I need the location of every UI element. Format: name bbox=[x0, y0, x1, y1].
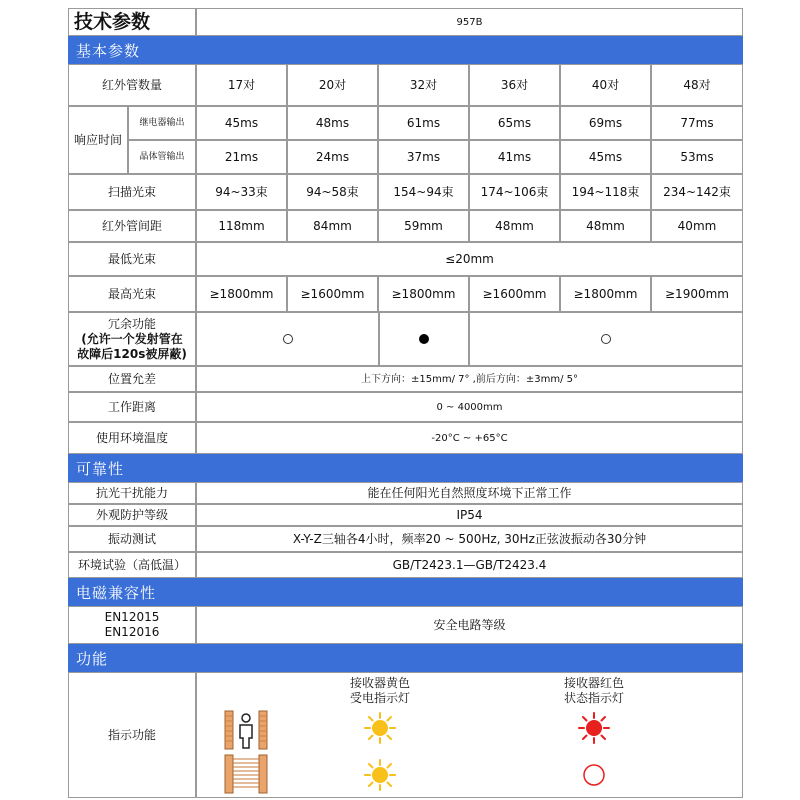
grid-line bbox=[68, 392, 69, 422]
grid-line bbox=[68, 64, 196, 65]
grid-line bbox=[742, 606, 743, 644]
grid-line bbox=[560, 106, 561, 140]
grid-line bbox=[378, 64, 469, 65]
grid-line bbox=[196, 552, 743, 553]
grid-line bbox=[742, 174, 743, 210]
grid-line bbox=[68, 210, 69, 242]
grid-line bbox=[196, 8, 197, 36]
grid-line bbox=[68, 482, 196, 483]
transistor-time-value: 21ms bbox=[196, 140, 287, 174]
ir-count-value: 48对 bbox=[651, 64, 743, 106]
grid-line bbox=[742, 366, 743, 392]
vibration-value: X-Y-Z三轴各4小时，频率20 ~ 500Hz, 30Hz正弦波振动各30分钟 bbox=[196, 526, 743, 552]
redundancy-supported-cell bbox=[379, 312, 469, 366]
grid-line bbox=[287, 64, 288, 106]
grid-line bbox=[68, 577, 196, 578]
spec-sheet bbox=[68, 8, 743, 798]
ir-pitch-value: 48mm bbox=[560, 210, 651, 242]
grid-line bbox=[68, 312, 69, 366]
max-beam-label: 最高光束 bbox=[68, 276, 196, 312]
emc-standards bbox=[68, 606, 196, 644]
grid-line bbox=[68, 672, 196, 673]
grid-line bbox=[196, 672, 743, 673]
grid-line bbox=[68, 643, 196, 644]
grid-line bbox=[651, 106, 743, 107]
max-beam-value: ≥1800mm bbox=[560, 276, 651, 312]
grid-line bbox=[68, 106, 128, 107]
grid-line bbox=[196, 64, 287, 65]
grid-line bbox=[68, 422, 196, 423]
model-number: 957B bbox=[196, 8, 743, 36]
temperature-value: -20°C ~ +65°C bbox=[196, 422, 743, 454]
max-beam-value: ≥1800mm bbox=[378, 276, 469, 312]
grid-line bbox=[378, 64, 379, 106]
yellow-indicator-label-line: 接收器黄色 bbox=[349, 676, 410, 690]
grid-line bbox=[68, 242, 69, 276]
grid-line bbox=[128, 140, 196, 141]
grid-line bbox=[128, 106, 129, 140]
grid-line bbox=[287, 210, 378, 211]
grid-line bbox=[469, 276, 470, 312]
grid-line bbox=[196, 606, 197, 644]
grid-line bbox=[196, 366, 197, 392]
scan-beams-value: 94~58束 bbox=[287, 174, 378, 210]
grid-line bbox=[196, 504, 743, 505]
scan-beams-label: 扫描光束 bbox=[68, 174, 196, 210]
grid-line bbox=[742, 422, 743, 454]
max-beam-value: ≥1800mm bbox=[196, 276, 287, 312]
grid-line bbox=[68, 366, 69, 392]
grid-line bbox=[196, 526, 743, 527]
relay-time-value: 48ms bbox=[287, 106, 378, 140]
response-time-label: 响应时间 bbox=[68, 106, 128, 174]
redundancy-label-line: 故障后120s被屏蔽) bbox=[77, 346, 187, 361]
ir-pitch-label: 红外管间距 bbox=[68, 210, 196, 242]
grid-line bbox=[196, 210, 287, 211]
grid-line bbox=[742, 482, 743, 504]
relay-output-label: 继电器输出 bbox=[128, 106, 196, 140]
grid-line bbox=[287, 140, 378, 141]
grid-line bbox=[378, 106, 469, 107]
indicator-function-panel bbox=[196, 672, 743, 798]
grid-line bbox=[378, 210, 469, 211]
grid-line bbox=[196, 140, 287, 141]
grid-line bbox=[196, 35, 743, 36]
grid-line bbox=[68, 606, 196, 607]
grid-line bbox=[378, 174, 469, 175]
transistor-time-value: 53ms bbox=[651, 140, 743, 174]
grid-line bbox=[742, 8, 743, 36]
redundancy-label-line: 冗余功能 bbox=[107, 316, 156, 331]
grid-line bbox=[560, 174, 651, 175]
scan-beams-value: 234~142束 bbox=[651, 174, 743, 210]
grid-line bbox=[68, 392, 196, 393]
grid-line bbox=[651, 106, 652, 140]
yellow-indicator-label-line: 受电指示灯 bbox=[349, 691, 410, 705]
grid-line bbox=[651, 210, 743, 211]
grid-line bbox=[287, 106, 288, 140]
grid-line bbox=[196, 8, 743, 9]
ir-count-label: 红外管数量 bbox=[68, 64, 196, 106]
section-header-reliability: 可靠性 bbox=[68, 454, 743, 482]
emc-value: 安全电路等级 bbox=[196, 606, 743, 644]
relay-time-value: 77ms bbox=[651, 106, 743, 140]
grid-line bbox=[68, 312, 196, 313]
grid-line bbox=[68, 504, 69, 526]
ir-count-value: 36对 bbox=[469, 64, 560, 106]
grid-line bbox=[68, 453, 196, 454]
ir-count-value: 20对 bbox=[287, 64, 378, 106]
grid-line bbox=[378, 276, 469, 277]
grid-line bbox=[68, 8, 69, 36]
grid-line bbox=[196, 174, 197, 210]
filled-circle-icon bbox=[419, 334, 429, 344]
scan-beams-value: 174~106束 bbox=[469, 174, 560, 210]
grid-line bbox=[68, 552, 69, 578]
grid-line bbox=[379, 312, 469, 313]
ir-count-value: 17对 bbox=[196, 64, 287, 106]
distance-value: 0 ~ 4000mm bbox=[196, 392, 743, 422]
grid-line bbox=[742, 526, 743, 552]
grid-line bbox=[196, 797, 743, 798]
relay-time-value: 69ms bbox=[560, 106, 651, 140]
redundancy-label-line: (允许一个发射管在 bbox=[81, 331, 183, 346]
grid-line bbox=[68, 8, 196, 9]
env-test-value: GB/T2423.1—GB/T2423.4 bbox=[196, 552, 743, 578]
emc-standard: EN12015 bbox=[104, 610, 160, 624]
transistor-output-label: 晶体管输出 bbox=[128, 140, 196, 174]
grid-line bbox=[469, 64, 470, 106]
grid-line bbox=[68, 106, 69, 174]
grid-line bbox=[196, 366, 743, 367]
transistor-time-value: 45ms bbox=[560, 140, 651, 174]
grid-line bbox=[196, 606, 743, 607]
grid-line bbox=[68, 552, 196, 553]
grid-line bbox=[196, 276, 287, 277]
grid-line bbox=[68, 672, 69, 798]
grid-line bbox=[128, 140, 129, 174]
grid-line bbox=[196, 210, 197, 242]
grid-line bbox=[469, 210, 560, 211]
grid-line bbox=[68, 35, 196, 36]
grid-line bbox=[742, 276, 743, 312]
indicator-function-label: 指示功能 bbox=[68, 672, 196, 798]
grid-line bbox=[742, 140, 743, 174]
grid-line bbox=[68, 174, 196, 175]
grid-line bbox=[742, 504, 743, 526]
empty-circle-icon bbox=[283, 334, 293, 344]
grid-line bbox=[560, 106, 651, 107]
empty-circle-icon bbox=[601, 334, 611, 344]
redundancy-unsupported-cell bbox=[196, 312, 379, 366]
grid-line bbox=[469, 312, 743, 313]
red-light-off-icon bbox=[582, 763, 606, 787]
grid-line bbox=[651, 64, 652, 106]
alignment-value: 上下方向：±15mm/ 7° ,前后方向：±3mm/ 5° bbox=[196, 366, 743, 392]
grid-line bbox=[378, 140, 379, 174]
grid-line bbox=[651, 140, 652, 174]
scan-beams-value: 154~94束 bbox=[378, 174, 469, 210]
grid-line bbox=[68, 64, 69, 106]
grid-line bbox=[560, 210, 651, 211]
grid-line bbox=[560, 140, 651, 141]
grid-line bbox=[469, 174, 560, 175]
grid-line bbox=[287, 140, 288, 174]
relay-time-value: 61ms bbox=[378, 106, 469, 140]
grid-line bbox=[196, 106, 197, 140]
grid-line bbox=[742, 672, 743, 798]
page-title: 技术参数 bbox=[68, 8, 196, 36]
grid-line bbox=[68, 526, 69, 552]
grid-line bbox=[68, 276, 196, 277]
grid-line bbox=[287, 276, 288, 312]
grid-line bbox=[287, 276, 378, 277]
grid-line bbox=[469, 312, 470, 366]
relay-time-value: 45ms bbox=[196, 106, 287, 140]
grid-line bbox=[68, 482, 69, 504]
grid-line bbox=[128, 106, 196, 107]
yellow-indicator-label bbox=[320, 676, 440, 706]
grid-line bbox=[742, 552, 743, 578]
grid-line bbox=[742, 210, 743, 242]
max-beam-value: ≥1900mm bbox=[651, 276, 743, 312]
red-indicator-label-line: 接收器红色 bbox=[563, 676, 624, 690]
grid-line bbox=[651, 210, 652, 242]
transistor-time-value: 41ms bbox=[469, 140, 560, 174]
ir-count-value: 32对 bbox=[378, 64, 469, 106]
env-test-label: 环境试验（高低温） bbox=[68, 552, 196, 578]
grid-line bbox=[560, 210, 561, 242]
grid-line bbox=[287, 210, 288, 242]
grid-line bbox=[196, 453, 743, 454]
grid-line bbox=[742, 106, 743, 140]
grid-line bbox=[469, 106, 560, 107]
grid-line bbox=[651, 174, 743, 175]
grid-line bbox=[651, 64, 743, 65]
grid-line bbox=[378, 174, 379, 210]
protection-value: IP54 bbox=[196, 504, 743, 526]
max-beam-value: ≥1600mm bbox=[287, 276, 378, 312]
grid-line bbox=[68, 210, 196, 211]
grid-line bbox=[196, 526, 197, 552]
protection-label: 外观防护等级 bbox=[68, 504, 196, 526]
grid-line bbox=[196, 482, 197, 504]
grid-line bbox=[651, 276, 652, 312]
grid-line bbox=[196, 422, 743, 423]
grid-line bbox=[196, 242, 197, 276]
grid-line bbox=[469, 174, 470, 210]
grid-line bbox=[196, 504, 197, 526]
grid-line bbox=[287, 64, 378, 65]
redundancy-unsupported-cell bbox=[469, 312, 743, 366]
grid-line bbox=[68, 504, 196, 505]
grid-line bbox=[560, 276, 561, 312]
grid-line bbox=[196, 552, 197, 578]
grid-line bbox=[68, 366, 196, 367]
grid-line bbox=[469, 210, 470, 242]
grid-line bbox=[287, 106, 378, 107]
relay-time-value: 65ms bbox=[469, 106, 560, 140]
grid-line bbox=[196, 106, 287, 107]
grid-line bbox=[378, 140, 469, 141]
emc-standard: EN12016 bbox=[104, 625, 160, 639]
grid-line bbox=[469, 64, 560, 65]
grid-line bbox=[196, 242, 743, 243]
grid-line bbox=[742, 242, 743, 276]
yellow-light-on-icon bbox=[364, 759, 396, 791]
yellow-light-on-icon bbox=[364, 712, 396, 744]
grid-line bbox=[469, 276, 560, 277]
grid-line bbox=[287, 174, 378, 175]
section-header-basic: 基本参数 bbox=[68, 36, 743, 64]
grid-line bbox=[742, 64, 743, 106]
min-beam-label: 最低光束 bbox=[68, 242, 196, 276]
grid-line bbox=[68, 526, 196, 527]
grid-line bbox=[378, 276, 379, 312]
grid-line bbox=[196, 392, 743, 393]
section-header-emc: 电磁兼容性 bbox=[68, 578, 743, 606]
grid-line bbox=[68, 174, 69, 210]
max-beam-value: ≥1600mm bbox=[469, 276, 560, 312]
grid-line bbox=[560, 276, 651, 277]
red-indicator-label-line: 状态指示灯 bbox=[563, 691, 624, 705]
grid-line bbox=[68, 606, 69, 644]
grid-line bbox=[196, 140, 197, 174]
light-immunity-value: 能在任何阳光自然照度环境下正常工作 bbox=[196, 482, 743, 504]
alignment-label: 位置允差 bbox=[68, 366, 196, 392]
distance-label: 工作距离 bbox=[68, 392, 196, 422]
grid-line bbox=[68, 797, 196, 798]
grid-line bbox=[68, 276, 69, 312]
grid-line bbox=[196, 276, 197, 312]
grid-line bbox=[560, 64, 561, 106]
light-immunity-label: 抗光干扰能力 bbox=[68, 482, 196, 504]
grid-line bbox=[196, 422, 197, 454]
grid-line bbox=[651, 276, 743, 277]
transistor-time-value: 24ms bbox=[287, 140, 378, 174]
temperature-label: 使用环境温度 bbox=[68, 422, 196, 454]
grid-line bbox=[560, 64, 651, 65]
grid-line bbox=[196, 672, 197, 798]
ir-pitch-value: 84mm bbox=[287, 210, 378, 242]
grid-line bbox=[196, 312, 379, 313]
ir-pitch-value: 48mm bbox=[469, 210, 560, 242]
scan-beams-value: 94~33束 bbox=[196, 174, 287, 210]
ir-count-value: 40对 bbox=[560, 64, 651, 106]
grid-line bbox=[196, 392, 197, 422]
grid-line bbox=[68, 242, 196, 243]
grid-line bbox=[196, 312, 197, 366]
ir-pitch-value: 40mm bbox=[651, 210, 743, 242]
red-light-on-icon bbox=[578, 712, 610, 744]
grid-line bbox=[651, 174, 652, 210]
grid-line bbox=[469, 106, 470, 140]
ir-pitch-value: 118mm bbox=[196, 210, 287, 242]
scan-beams-value: 194~118束 bbox=[560, 174, 651, 210]
grid-line bbox=[378, 210, 379, 242]
grid-line bbox=[196, 64, 197, 106]
grid-line bbox=[68, 422, 69, 454]
grid-line bbox=[742, 312, 743, 366]
grid-line bbox=[379, 312, 380, 366]
transistor-time-value: 37ms bbox=[378, 140, 469, 174]
light-curtain-clear-icon bbox=[224, 754, 268, 794]
grid-line bbox=[196, 643, 743, 644]
grid-line bbox=[196, 577, 743, 578]
grid-line bbox=[560, 174, 561, 210]
min-beam-value: ≤20mm bbox=[196, 242, 743, 276]
grid-line bbox=[560, 140, 561, 174]
section-header-function: 功能 bbox=[68, 644, 743, 672]
red-indicator-label bbox=[534, 676, 654, 706]
grid-line bbox=[469, 140, 470, 174]
redundancy-label bbox=[68, 312, 196, 366]
ir-pitch-value: 59mm bbox=[378, 210, 469, 242]
grid-line bbox=[742, 392, 743, 422]
grid-line bbox=[196, 482, 743, 483]
grid-line bbox=[287, 174, 288, 210]
grid-line bbox=[651, 140, 743, 141]
vibration-label: 振动测试 bbox=[68, 526, 196, 552]
light-curtain-person-icon bbox=[224, 710, 268, 750]
grid-line bbox=[196, 174, 287, 175]
grid-line bbox=[378, 106, 379, 140]
grid-line bbox=[469, 140, 560, 141]
